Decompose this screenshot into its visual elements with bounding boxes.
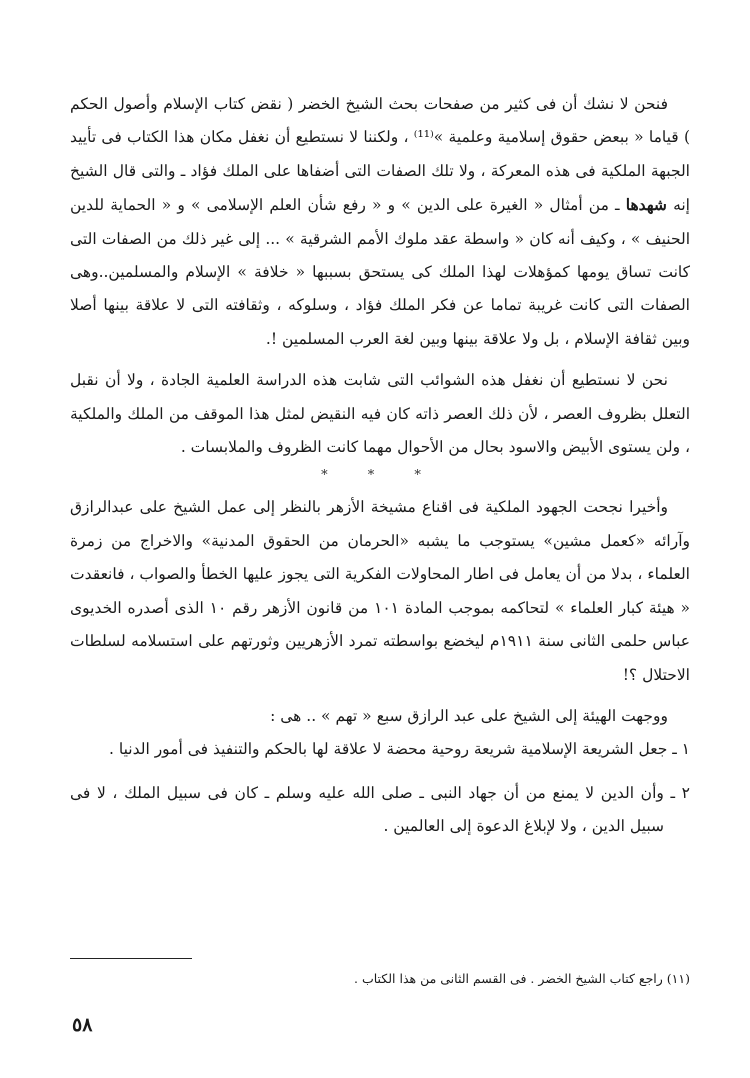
footnote: (١١) راجع كتاب الشيخ الخضر . فى القسم الثانى من هذا الكتاب . <box>354 971 690 986</box>
paragraph-1-rest: ـ من أمثال « الغيرة على الدين » و « رفع شأن العلم الإسلامى » و « الحماية للدين الحنيف » ، وكيف أنه كان « واسطة عقد ملوك الأمم الشرقية » ... إلى غير ذلك من الصفات التى كانت تساق يومها كمؤهلات لهذا الملك كى يستحق بسببها « خلافة » الإسلام والمسلمين..وهى الصفات التى كانت غريبة تماما عن فكر الملك فؤاد ، وسلوكه ، وثقافته التى لا علاقة بينها أصلا وبين ثقافة الإسلام ، بل ولا علاقة بينها وبين لغة العرب المسلمين !. <box>70 196 690 348</box>
list-item-2: ٢ ـ وأن الدين لا يمنع من أن جهاد النبى ـ صلى الله عليه وسلم ـ كان فى سبيل الملك ، لا فى سبيل الدين ، ولا لإبلاغ الدعوة إلى العالمين . <box>70 783 690 836</box>
page-number: ٥٨ <box>72 1014 93 1036</box>
section-separator: * * * <box>321 468 439 484</box>
paragraph-1-text: فنحن لا نشك أن فى كثير من صفحات بحث الشيخ الخضر ( نقض كتاب الإسلام وأصول الحكم ) قياما « ببعض حقوق إسلامية وعلمية »⁽¹¹⁾ ، ولكننا لا نستطيع أن نغفل مكان هذا الكتاب فى تأييد الجبهة الملكية فى هذه المعركة ، ولا تلك الصفات التى أضفاها على الملك فؤاد ـ والتى قال الشيخ إنه <box>70 95 690 215</box>
paragraph-2: نحن لا نستطيع أن نغفل هذه الشوائب التى شابت هذه الدراسة العلمية الجادة ، ولا أن نقبل التعلل بظروف العصر ، لأن ذلك العصر ذاته كان فيه النقيض لمثل هذا الموقف من الملك والملكية ، ولن يستوى الأبيض والاسود بحال من الأحوال مهما كانت الظروف والملابسات . <box>70 371 690 457</box>
page-body <box>70 88 690 844</box>
paragraph-1 <box>70 88 690 356</box>
paragraph-4: ووجهت الهيئة إلى الشيخ على عبد الرازق سبع « تهم » .. هى : <box>270 706 668 725</box>
footnote-divider <box>70 958 192 959</box>
list-item-1: ١ ـ جعل الشريعة الإسلامية شريعة روحية محضة لا علاقة لها بالحكم والتنفيذ فى أمور الدنيا . <box>109 740 690 759</box>
bold-phrase: شهدها <box>625 195 667 215</box>
paragraph-3: وأخيرا نجحت الجهود الملكية فى اقناع مشيخة الأزهر بالنظر إلى عمل الشيخ على عبدالرازق وآرائه «كعمل مشين» يستوجب ما يشبه «الحرمان من الحقوق المدنية» والاخراج من زمرة العلماء ، بدلا من أن يعامل فى اطار المحاولات الفكرية التى يجوز عليها الخطأ والصواب ، فانعقدت « هيئة كبار العلماء » لتحاكمه بموجب المادة ١٠١ من قانون الأزهر رقم ١٠ الذى أصدره الخديوى عباس حلمى الثانى سنة ١٩١١م ليخضع بواسطته تمرد الأزهريين وثورتهم على استسلامه لسلطات الاحتلال ؟! <box>70 498 690 684</box>
